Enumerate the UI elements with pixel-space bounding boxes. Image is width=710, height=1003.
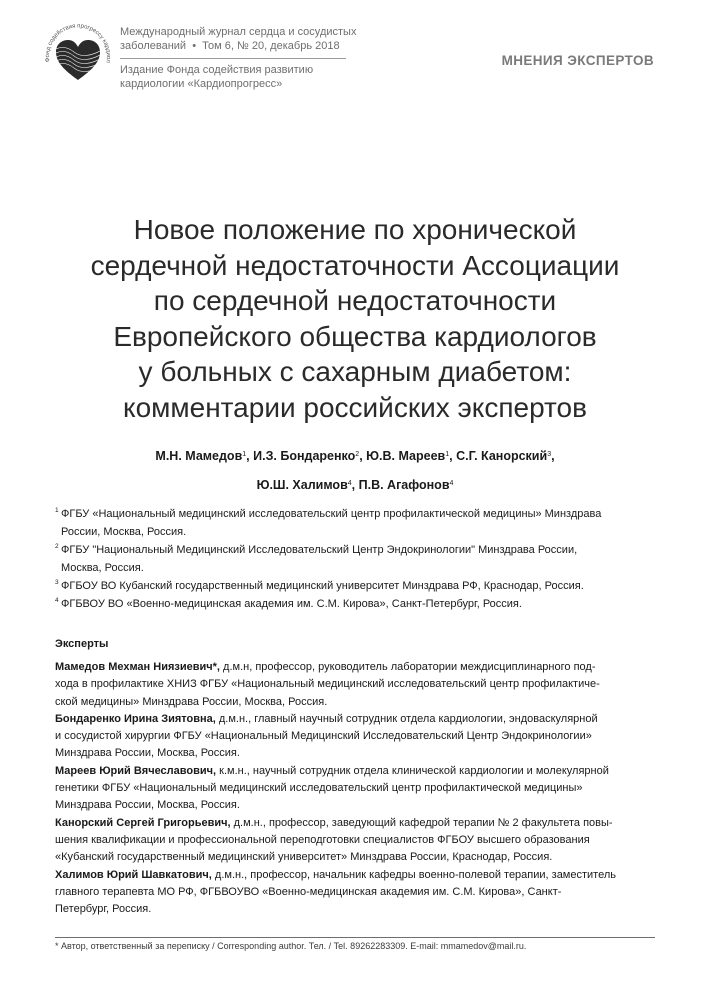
journal-name-line-2: заболеваний • Том 6, № 20, декабрь 2018 — [120, 39, 340, 52]
expert-line — [55, 745, 655, 762]
expert-name: Канорский Сергей Григорьевич, — [55, 816, 231, 829]
section-label: МНЕНИЯ ЭКСПЕРТОВ — [501, 53, 654, 68]
expert-line — [55, 867, 655, 884]
author-name: Ю.Ш. Халимов — [256, 478, 348, 492]
affiliation-item — [55, 505, 655, 541]
author-affiliation-mark: 1 — [445, 451, 450, 458]
affiliation-number: 1 — [55, 507, 59, 514]
author-name: И.З. Бондаренко — [253, 449, 356, 463]
author-affiliation-mark: 2 — [355, 451, 360, 458]
title-line: у больных с сахарным диабетом: — [138, 356, 572, 387]
author-name: Ю.В. Мареев — [366, 449, 446, 463]
expert-text: и сосудистой хирургии ФГБУ «Национальный Медицинский Исследовательский Центр Эндокринологии» — [55, 730, 592, 743]
title-line: Новое положение по хронической — [133, 214, 577, 245]
author-affiliation-mark: 4 — [449, 480, 454, 487]
expert-line — [55, 901, 655, 918]
title-line: Европейского общества кардиологов — [113, 320, 597, 352]
expert-name: Бондаренко Ирина Зиятовна, — [55, 712, 216, 725]
author-affiliation-mark: 1 — [242, 451, 247, 458]
journal-info — [120, 26, 420, 91]
affiliation-text: России, Москва, Россия. — [61, 526, 187, 538]
expert-line — [55, 849, 655, 866]
expert-text: Минздрава России, Москва, Россия. — [55, 747, 240, 760]
affiliation-text: ФГБУ «Национальный медицинский исследовательский центр профилактической медицины» Минздрава — [61, 508, 602, 520]
expert-text: «Кубанский государственный медицинский университет» Минздрава России, Краснодар, Россия. — [55, 851, 553, 864]
expert-text: главного терапевта МО РФ, ФГБВОУВО «Военно-медицинская академия им. С.М. Кирова», Санкт- — [55, 885, 562, 898]
journal-name-end: заболеваний — [120, 39, 187, 52]
affiliation-text: ФГБВОУ ВО «Военно-медицинская академия им. С.М. Кирова», Санкт-Петербург, Россия. — [61, 598, 522, 610]
affiliation-text: Москва, Россия. — [61, 562, 144, 574]
journal-issue: Том 6, № 20, декабрь 2018 — [202, 39, 340, 52]
affiliations-list — [55, 505, 655, 613]
authors-line-2: Ю.Ш. Халимов$^4$, П.В. Агафонов$^4$ — [256, 478, 454, 492]
affiliation-number: 4 — [55, 597, 59, 604]
affiliation-number: 2 — [55, 543, 59, 550]
expert-line — [55, 728, 655, 745]
expert-text: д.м.н., профессор, начальник кафедры военно-полевой терапии, заместитель — [211, 868, 616, 881]
expert-name: Халимов Юрий Шавкатович, — [55, 868, 212, 881]
expert-line — [55, 659, 655, 676]
expert-text: генетики ФГБУ «Национальный медицинский исследовательский центр профилактической медицины» — [55, 782, 583, 795]
title-line: сердечной недостаточности Ассоциации — [90, 249, 620, 281]
author-name: М.Н. Мамедов — [155, 449, 243, 463]
expert-text: ской медицины» Минздрава России, Москва, Россия. — [55, 695, 328, 708]
expert-line — [55, 694, 655, 711]
publisher-line-2: кардиологии «Кардиопрогресс» — [120, 77, 283, 90]
logo-ring-text: Фонд содействия прогрессу кардиол — [44, 23, 112, 64]
expert-name: Мареев Юрий Вячеславович, — [55, 764, 217, 777]
expert-text: Петербург, Россия. — [55, 903, 152, 916]
affiliation-item — [55, 541, 655, 577]
expert-line — [55, 676, 655, 693]
footnote-divider — [55, 937, 655, 938]
publisher-line-1: Издание Фонда содействия развитию — [120, 64, 314, 76]
expert-line — [55, 763, 655, 780]
expert-line — [55, 815, 655, 832]
authors-line-1: М.Н. Мамедов$^1$, И.З. Бондаренко$^2$, Ю.В. Мареев$^1$, С.Г. Канорский$^3$, — [155, 449, 555, 463]
author-affiliation-mark: 3 — [547, 451, 552, 458]
affiliation-text: ФГБУ "Национальный Медицинский Исследовательский Центр Эндокринологии" Минздрава России, — [61, 544, 578, 556]
expert-text: Минздрава России, Москва, Россия. — [55, 799, 240, 812]
expert-line — [55, 797, 655, 814]
experts-heading: Эксперты — [55, 638, 109, 650]
title-line: по сердечной недостаточности — [153, 285, 557, 316]
expert-text: д.м.н., профессор, заведующий кафедрой терапии № 2 факультета повы- — [230, 816, 613, 829]
author-name: С.Г. Канорский — [456, 449, 548, 463]
footnote: * Автор, ответственный за переписку / Corresponding author. Тел. / Tel. 89262283309. E-mail: mmamedov@mail.ru. — [55, 941, 527, 951]
author-affiliation-mark: 4 — [347, 480, 352, 487]
expert-text: к.м.н., научный сотрудник отдела клинической кардиологии и молекулярной — [216, 764, 609, 777]
expert-line — [55, 711, 655, 728]
affiliation-item — [55, 595, 655, 613]
author-name: П.В. Агафонов — [358, 478, 450, 492]
expert-line — [55, 780, 655, 797]
experts-list — [55, 659, 655, 918]
article-title — [60, 212, 650, 425]
expert-line — [55, 832, 655, 849]
journal-name-line-1: Международный журнал сердца и сосудистых — [120, 26, 357, 38]
expert-text: хода в профилактике ХНИЗ ФГБУ «Национальный медицинский исследовательский центр профилактиче- — [55, 678, 600, 691]
expert-text: шения квалификации и профессиональной переподготовки специалистов ФГБОУ высшего образования — [55, 833, 590, 846]
expert-name: Мамедов Мехман Ниязиевич*, — [55, 661, 220, 673]
affiliation-number: 3 — [55, 579, 59, 586]
affiliation-item — [55, 577, 655, 595]
journal-divider — [120, 58, 346, 59]
heart-wave-logo-icon — [40, 20, 116, 96]
expert-line — [55, 884, 655, 901]
expert-text: д.м.н, профессор, руководитель лаборатории междисциплинарного под- — [219, 661, 596, 673]
expert-text: д.м.н., главный научный сотрудник отдела кардиологии, эндоваскулярной — [215, 712, 598, 725]
title-line: комментарии российских экспертов — [123, 391, 587, 423]
affiliation-text: ФГБОУ ВО Кубанский государственный медицинский университет Минздрава РФ, Краснодар, Россия. — [61, 580, 584, 592]
